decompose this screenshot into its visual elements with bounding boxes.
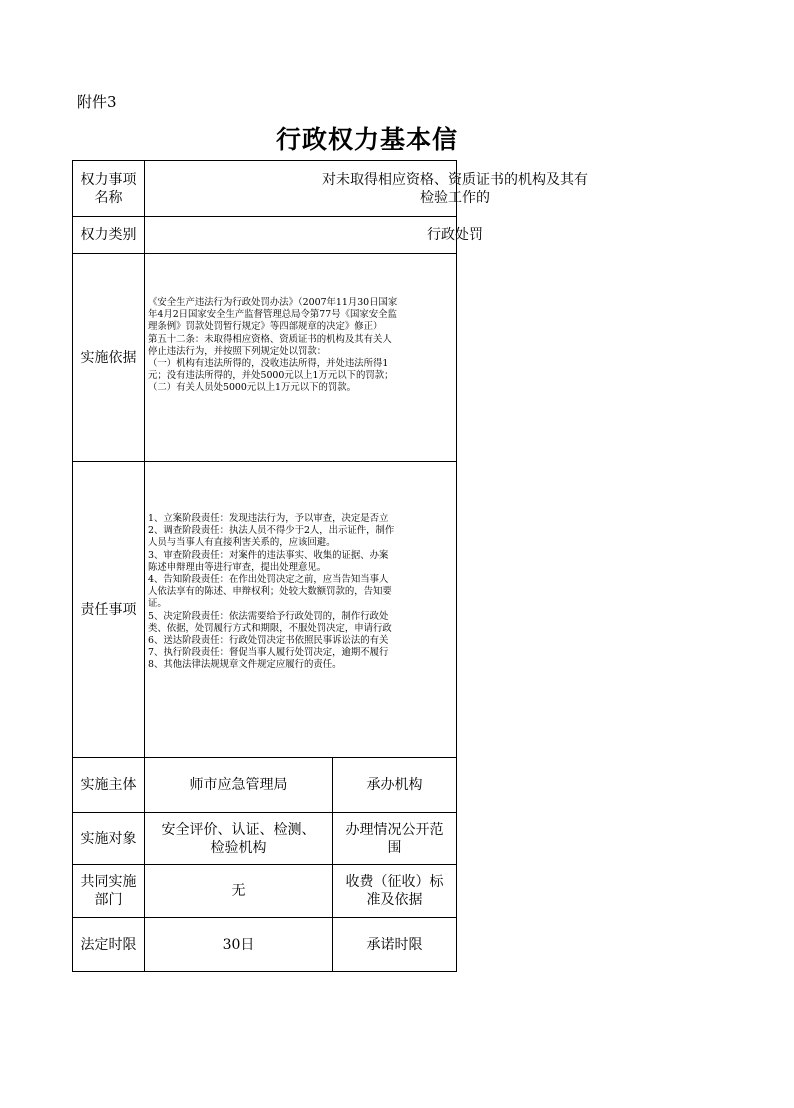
joint-dept-value: 无 [231,883,246,899]
power-category-label: 权力类别 [80,227,137,243]
subject-label: 实施主体 [80,777,137,793]
legal-time-limit-value: 30日 [222,936,255,953]
promised-time-limit-label: 承诺时限 [366,936,423,953]
object-value: 安全评价、认证、检测、 检验机构 [161,821,316,856]
duty-text: 1、立案阶段责任：发现违法行为，予以审查，决定是否立 2、调查阶段责任：执法人员不得少于2人，出示证件，制作 人员与当事人有直接利害关系的，应该回避。 3、审查阶段责任：对案件的违法事实、收集的证据、办案 陈述申辩理由等进行审查，提出处理意见。 4、告知阶段责任：在作出处罚决定之前，应当告知当事人 人依法享有的陈述、申辩权利；处较大数额罚款的，告知要 证。 5、决定阶段责任：依法需要给予行政处罚的，制作行政处 类、依据，处罚履行方式和期限，不服处罚决定，申请行政 6、送达阶段责任：行政处罚决定书依照民事诉讼法的有关 7、执行阶段责任：督促当事人履行处罚决定，逾期不履行 8、其他法律法规规章文件规定应履行的责任。 [148,513,395,671]
joint-dept-label: 共同实施 部门 [80,874,137,908]
handling-agency-label: 承办机构 [366,777,423,793]
disclosure-scope-label: 办理情况公开范 围 [345,821,444,856]
duty-label: 责任事项 [80,601,137,618]
power-name-value: 对未取得相应资格、资质证书的机构及其有 检验工作的 [322,171,588,206]
subject-value: 师市应急管理局 [189,777,288,793]
basis-label: 实施依据 [80,349,137,366]
legal-time-limit-label: 法定时限 [80,936,137,953]
fee-standard-label: 收费（征收）标 准及依据 [345,874,444,908]
power-category-value: 行政处罚 [427,227,483,243]
object-label: 实施对象 [80,830,137,847]
power-name-label: 权力事项 名称 [80,171,137,206]
basis-text: 《安全生产违法行为行政处罚办法》（2007年11月30日国家 年4月2日国家安全生产监督管理总局令第77号《国家安全监 理条例》罚款处罚暂行规定》等四部规章的决定》修正） 第五十二条：未取得相应资格、资质证书的机构及其有关人 停止违法行为，并按照下列规定处以罚款： （一）机构有违法所得的，没收违法所得，并处违法所得1 元；没有违法所得的，并处5000元以上1万元以下的罚款； （二）有关人员处5000元以上1万元以下的罚款。 [148,297,398,394]
attachment-label: 附件3 [77,93,117,111]
page-title: 行政权力基本信 [276,125,459,154]
